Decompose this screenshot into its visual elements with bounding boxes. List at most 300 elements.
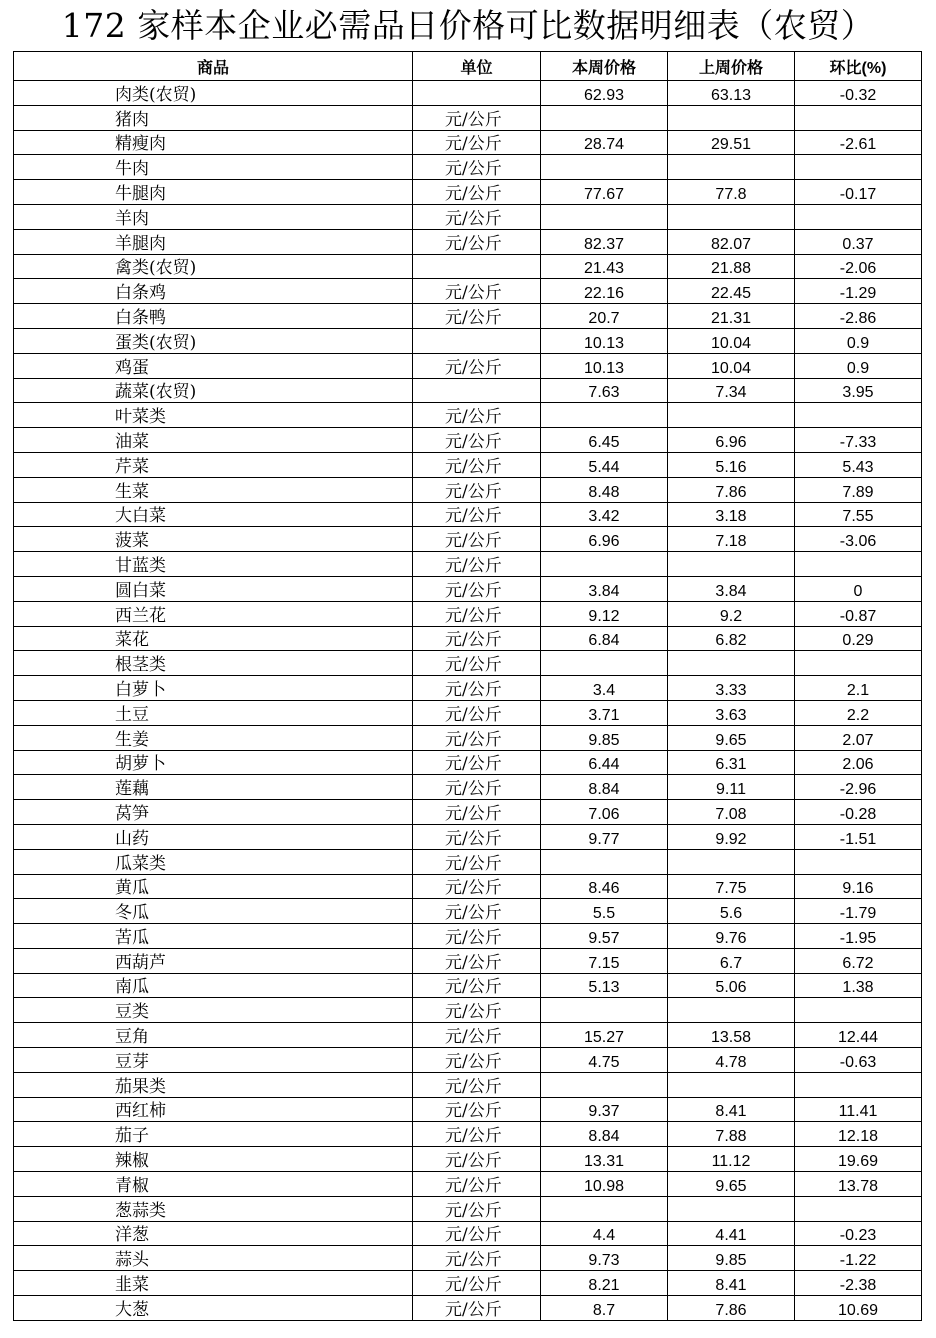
table-row (14, 378, 922, 403)
cell-current-price: 22.16 (541, 279, 668, 304)
cell-name: 韭菜 (14, 1271, 413, 1296)
cell-unit: 元/公斤 (413, 229, 541, 254)
table-row (14, 180, 922, 205)
cell-name: 青椒 (14, 1172, 413, 1197)
table-row (14, 1097, 922, 1122)
cell-unit: 元/公斤 (413, 1196, 541, 1221)
cell-current-price (541, 204, 668, 229)
cell-current-price: 10.13 (541, 328, 668, 353)
cell-name: 豆角 (14, 1023, 413, 1048)
table-row (14, 1246, 922, 1271)
cell-previous-price: 9.65 (668, 725, 795, 750)
cell-unit (413, 328, 541, 353)
cell-unit: 元/公斤 (413, 700, 541, 725)
cell-name: 鸡蛋 (14, 353, 413, 378)
cell-previous-price: 5.6 (668, 899, 795, 924)
cell-unit: 元/公斤 (413, 1048, 541, 1073)
cell-name: 牛腿肉 (14, 180, 413, 205)
cell-unit: 元/公斤 (413, 775, 541, 800)
cell-current-price: 6.45 (541, 428, 668, 453)
cell-change-percent: -0.17 (795, 180, 922, 205)
table-row (14, 576, 922, 601)
cell-previous-price: 82.07 (668, 229, 795, 254)
table-row (14, 452, 922, 477)
cell-change-percent: 12.18 (795, 1122, 922, 1147)
cell-name: 辣椒 (14, 1147, 413, 1172)
cell-name: 根茎类 (14, 651, 413, 676)
cell-unit: 元/公斤 (413, 105, 541, 130)
cell-change-percent: 10.69 (795, 1296, 922, 1321)
cell-previous-price: 6.96 (668, 428, 795, 453)
cell-unit: 元/公斤 (413, 279, 541, 304)
cell-name: 肉类(农贸) (14, 81, 413, 106)
table-row (14, 725, 922, 750)
cell-previous-price (668, 204, 795, 229)
cell-current-price (541, 651, 668, 676)
cell-current-price: 6.84 (541, 626, 668, 651)
cell-name: 牛肉 (14, 155, 413, 180)
cell-name: 豆类 (14, 998, 413, 1023)
cell-name: 南瓜 (14, 973, 413, 998)
cell-unit: 元/公斤 (413, 750, 541, 775)
cell-change-percent: -3.06 (795, 527, 922, 552)
cell-change-percent (795, 155, 922, 180)
cell-name: 西兰花 (14, 601, 413, 626)
cell-previous-price: 6.82 (668, 626, 795, 651)
cell-unit: 元/公斤 (413, 180, 541, 205)
cell-unit: 元/公斤 (413, 601, 541, 626)
table-row (14, 1122, 922, 1147)
cell-current-price (541, 155, 668, 180)
table-row (14, 403, 922, 428)
cell-name: 甘蓝类 (14, 552, 413, 577)
cell-current-price: 7.06 (541, 800, 668, 825)
cell-change-percent (795, 204, 922, 229)
cell-name: 蔬菜(农贸) (14, 378, 413, 403)
cell-change-percent: -0.87 (795, 601, 922, 626)
cell-change-percent: -1.51 (795, 824, 922, 849)
cell-name: 冬瓜 (14, 899, 413, 924)
table-row (14, 81, 922, 106)
cell-unit: 元/公斤 (413, 304, 541, 329)
cell-name: 西红柿 (14, 1097, 413, 1122)
cell-change-percent: 2.07 (795, 725, 922, 750)
cell-name: 山药 (14, 824, 413, 849)
cell-change-percent: 0.9 (795, 353, 922, 378)
cell-previous-price: 22.45 (668, 279, 795, 304)
cell-unit: 元/公斤 (413, 998, 541, 1023)
table-row (14, 328, 922, 353)
cell-unit: 元/公斤 (413, 948, 541, 973)
cell-name: 猪肉 (14, 105, 413, 130)
cell-change-percent: -0.32 (795, 81, 922, 106)
cell-current-price (541, 849, 668, 874)
cell-current-price: 9.12 (541, 601, 668, 626)
cell-change-percent: 2.1 (795, 676, 922, 701)
cell-change-percent (795, 651, 922, 676)
cell-current-price: 8.48 (541, 477, 668, 502)
cell-unit: 元/公斤 (413, 973, 541, 998)
cell-previous-price: 77.8 (668, 180, 795, 205)
cell-previous-price: 7.18 (668, 527, 795, 552)
cell-previous-price: 10.04 (668, 353, 795, 378)
cell-change-percent: 7.89 (795, 477, 922, 502)
cell-change-percent: -2.96 (795, 775, 922, 800)
cell-current-price: 8.84 (541, 1122, 668, 1147)
cell-unit: 元/公斤 (413, 924, 541, 949)
table-row (14, 824, 922, 849)
cell-previous-price: 9.92 (668, 824, 795, 849)
cell-previous-price: 7.75 (668, 874, 795, 899)
table-row (14, 775, 922, 800)
cell-current-price: 8.21 (541, 1271, 668, 1296)
header-change-percent: 环比(%) (795, 52, 922, 81)
cell-current-price: 62.93 (541, 81, 668, 106)
cell-name: 茄子 (14, 1122, 413, 1147)
cell-unit: 元/公斤 (413, 676, 541, 701)
cell-unit: 元/公斤 (413, 626, 541, 651)
cell-unit: 元/公斤 (413, 1072, 541, 1097)
table-row (14, 155, 922, 180)
cell-name: 大白菜 (14, 502, 413, 527)
cell-previous-price (668, 403, 795, 428)
cell-name: 油菜 (14, 428, 413, 453)
table-row (14, 849, 922, 874)
cell-current-price: 82.37 (541, 229, 668, 254)
header-previous-price: 上周价格 (668, 52, 795, 81)
cell-current-price: 9.73 (541, 1246, 668, 1271)
cell-change-percent: 6.72 (795, 948, 922, 973)
cell-change-percent: 13.78 (795, 1172, 922, 1197)
cell-name: 白萝卜 (14, 676, 413, 701)
cell-change-percent: 12.44 (795, 1023, 922, 1048)
cell-previous-price: 6.31 (668, 750, 795, 775)
cell-unit: 元/公斤 (413, 477, 541, 502)
cell-current-price: 20.7 (541, 304, 668, 329)
cell-change-percent: 0.37 (795, 229, 922, 254)
cell-unit: 元/公斤 (413, 1271, 541, 1296)
cell-change-percent: 3.95 (795, 378, 922, 403)
cell-unit: 元/公斤 (413, 824, 541, 849)
cell-change-percent: -1.29 (795, 279, 922, 304)
cell-current-price: 9.57 (541, 924, 668, 949)
cell-current-price (541, 552, 668, 577)
table-row (14, 552, 922, 577)
table-row (14, 800, 922, 825)
cell-name: 黄瓜 (14, 874, 413, 899)
cell-unit: 元/公斤 (413, 849, 541, 874)
cell-change-percent: -0.28 (795, 800, 922, 825)
cell-current-price: 77.67 (541, 180, 668, 205)
cell-previous-price: 7.88 (668, 1122, 795, 1147)
cell-change-percent: -2.61 (795, 130, 922, 155)
cell-name: 羊肉 (14, 204, 413, 229)
cell-name: 茄果类 (14, 1072, 413, 1097)
cell-current-price: 7.63 (541, 378, 668, 403)
cell-unit (413, 254, 541, 279)
cell-name: 瓜菜类 (14, 849, 413, 874)
cell-change-percent (795, 998, 922, 1023)
cell-unit: 元/公斤 (413, 1296, 541, 1321)
header-name: 商品 (14, 52, 413, 81)
cell-change-percent: 2.06 (795, 750, 922, 775)
cell-current-price: 3.42 (541, 502, 668, 527)
cell-name: 精瘦肉 (14, 130, 413, 155)
table-row (14, 601, 922, 626)
cell-change-percent (795, 1196, 922, 1221)
table-row (14, 130, 922, 155)
cell-previous-price: 7.86 (668, 477, 795, 502)
price-table (13, 51, 922, 1321)
cell-unit: 元/公斤 (413, 874, 541, 899)
cell-change-percent: -2.86 (795, 304, 922, 329)
cell-unit: 元/公斤 (413, 130, 541, 155)
cell-change-percent (795, 403, 922, 428)
cell-name: 豆芽 (14, 1048, 413, 1073)
table-row (14, 924, 922, 949)
cell-previous-price: 9.85 (668, 1246, 795, 1271)
cell-current-price: 9.77 (541, 824, 668, 849)
cell-previous-price: 3.33 (668, 676, 795, 701)
cell-previous-price: 21.31 (668, 304, 795, 329)
cell-name: 蒜头 (14, 1246, 413, 1271)
cell-current-price: 8.84 (541, 775, 668, 800)
cell-change-percent: -1.95 (795, 924, 922, 949)
cell-previous-price (668, 1196, 795, 1221)
cell-current-price: 3.84 (541, 576, 668, 601)
cell-unit: 元/公斤 (413, 155, 541, 180)
table-row (14, 1271, 922, 1296)
table-row (14, 304, 922, 329)
cell-change-percent: 0 (795, 576, 922, 601)
cell-current-price (541, 1072, 668, 1097)
cell-name: 苦瓜 (14, 924, 413, 949)
cell-name: 生姜 (14, 725, 413, 750)
cell-change-percent: -1.22 (795, 1246, 922, 1271)
table-row (14, 899, 922, 924)
table-row (14, 204, 922, 229)
page-title: 172 家样本企业必需品日价格可比数据明细表（农贸） (61, 6, 875, 45)
cell-previous-price (668, 998, 795, 1023)
table-row (14, 626, 922, 651)
cell-name: 胡萝卜 (14, 750, 413, 775)
cell-unit: 元/公斤 (413, 204, 541, 229)
cell-previous-price: 5.06 (668, 973, 795, 998)
cell-name: 圆白菜 (14, 576, 413, 601)
cell-current-price: 3.71 (541, 700, 668, 725)
cell-previous-price: 4.41 (668, 1221, 795, 1246)
cell-name: 羊腿肉 (14, 229, 413, 254)
table-row (14, 750, 922, 775)
table-row (14, 1221, 922, 1246)
cell-change-percent: 19.69 (795, 1147, 922, 1172)
cell-name: 葱蒜类 (14, 1196, 413, 1221)
table-row (14, 1023, 922, 1048)
cell-name: 莲藕 (14, 775, 413, 800)
table-row (14, 998, 922, 1023)
cell-previous-price: 5.16 (668, 452, 795, 477)
table-row (14, 874, 922, 899)
cell-current-price: 10.13 (541, 353, 668, 378)
cell-change-percent (795, 105, 922, 130)
cell-previous-price: 10.04 (668, 328, 795, 353)
cell-previous-price: 8.41 (668, 1271, 795, 1296)
cell-change-percent: -0.63 (795, 1048, 922, 1073)
header-row (14, 52, 922, 81)
cell-previous-price: 9.11 (668, 775, 795, 800)
cell-previous-price (668, 1072, 795, 1097)
cell-unit: 元/公斤 (413, 1172, 541, 1197)
cell-previous-price: 7.86 (668, 1296, 795, 1321)
cell-unit: 元/公斤 (413, 1147, 541, 1172)
cell-unit: 元/公斤 (413, 1023, 541, 1048)
cell-unit: 元/公斤 (413, 1097, 541, 1122)
cell-change-percent: -0.23 (795, 1221, 922, 1246)
header-current-price: 本周价格 (541, 52, 668, 81)
cell-change-percent (795, 1072, 922, 1097)
cell-name: 西葫芦 (14, 948, 413, 973)
cell-unit: 元/公斤 (413, 552, 541, 577)
cell-name: 土豆 (14, 700, 413, 725)
cell-change-percent: 11.41 (795, 1097, 922, 1122)
table-row (14, 229, 922, 254)
cell-name: 芹菜 (14, 452, 413, 477)
cell-unit: 元/公斤 (413, 353, 541, 378)
cell-change-percent: 9.16 (795, 874, 922, 899)
cell-name: 菠菜 (14, 527, 413, 552)
cell-current-price: 28.74 (541, 130, 668, 155)
cell-current-price: 9.85 (541, 725, 668, 750)
table-row (14, 527, 922, 552)
table-row (14, 1296, 922, 1321)
cell-change-percent: 5.43 (795, 452, 922, 477)
cell-current-price: 8.46 (541, 874, 668, 899)
cell-change-percent (795, 849, 922, 874)
cell-change-percent: -7.33 (795, 428, 922, 453)
cell-name: 洋葱 (14, 1221, 413, 1246)
cell-unit: 元/公斤 (413, 527, 541, 552)
cell-current-price: 15.27 (541, 1023, 668, 1048)
cell-current-price: 8.7 (541, 1296, 668, 1321)
cell-name: 菜花 (14, 626, 413, 651)
cell-current-price (541, 998, 668, 1023)
cell-previous-price: 4.78 (668, 1048, 795, 1073)
cell-current-price (541, 105, 668, 130)
cell-name: 白条鸭 (14, 304, 413, 329)
cell-current-price: 13.31 (541, 1147, 668, 1172)
table-row (14, 428, 922, 453)
table-row (14, 1196, 922, 1221)
cell-previous-price: 21.88 (668, 254, 795, 279)
cell-previous-price: 13.58 (668, 1023, 795, 1048)
cell-previous-price (668, 651, 795, 676)
cell-change-percent: 2.2 (795, 700, 922, 725)
cell-previous-price: 8.41 (668, 1097, 795, 1122)
table-row (14, 700, 922, 725)
cell-name: 叶菜类 (14, 403, 413, 428)
cell-previous-price: 11.12 (668, 1147, 795, 1172)
cell-previous-price: 63.13 (668, 81, 795, 106)
table-row (14, 279, 922, 304)
cell-unit: 元/公斤 (413, 899, 541, 924)
cell-current-price: 21.43 (541, 254, 668, 279)
table-row (14, 1072, 922, 1097)
cell-change-percent: 7.55 (795, 502, 922, 527)
table-row (14, 973, 922, 998)
table-row (14, 254, 922, 279)
table-row (14, 651, 922, 676)
cell-current-price: 7.15 (541, 948, 668, 973)
cell-unit: 元/公斤 (413, 1246, 541, 1271)
cell-current-price: 10.98 (541, 1172, 668, 1197)
table-row (14, 353, 922, 378)
cell-unit: 元/公斤 (413, 428, 541, 453)
table-row (14, 105, 922, 130)
table-body (14, 81, 922, 1321)
cell-previous-price: 9.76 (668, 924, 795, 949)
cell-current-price: 9.37 (541, 1097, 668, 1122)
cell-unit: 元/公斤 (413, 651, 541, 676)
cell-current-price: 5.44 (541, 452, 668, 477)
cell-unit: 元/公斤 (413, 502, 541, 527)
table-row (14, 948, 922, 973)
cell-previous-price: 29.51 (668, 130, 795, 155)
cell-unit (413, 378, 541, 403)
cell-change-percent: 1.38 (795, 973, 922, 998)
cell-name: 生菜 (14, 477, 413, 502)
cell-previous-price (668, 105, 795, 130)
cell-unit: 元/公斤 (413, 452, 541, 477)
cell-change-percent: -2.06 (795, 254, 922, 279)
cell-unit: 元/公斤 (413, 800, 541, 825)
cell-current-price (541, 1196, 668, 1221)
cell-current-price (541, 403, 668, 428)
cell-current-price: 6.44 (541, 750, 668, 775)
table-row (14, 477, 922, 502)
cell-previous-price: 3.18 (668, 502, 795, 527)
cell-unit (413, 81, 541, 106)
cell-previous-price: 9.2 (668, 601, 795, 626)
cell-change-percent (795, 552, 922, 577)
cell-change-percent: -1.79 (795, 899, 922, 924)
table-row (14, 676, 922, 701)
cell-current-price: 4.75 (541, 1048, 668, 1073)
cell-name: 白条鸡 (14, 279, 413, 304)
table-row (14, 1147, 922, 1172)
cell-previous-price (668, 849, 795, 874)
cell-previous-price: 3.63 (668, 700, 795, 725)
table-row (14, 502, 922, 527)
cell-current-price: 6.96 (541, 527, 668, 552)
cell-current-price: 5.5 (541, 899, 668, 924)
cell-previous-price (668, 552, 795, 577)
cell-change-percent: 0.29 (795, 626, 922, 651)
cell-name: 大葱 (14, 1296, 413, 1321)
cell-current-price: 5.13 (541, 973, 668, 998)
cell-name: 蛋类(农贸) (14, 328, 413, 353)
cell-previous-price: 7.34 (668, 378, 795, 403)
cell-previous-price (668, 155, 795, 180)
header-unit: 单位 (413, 52, 541, 81)
cell-current-price: 4.4 (541, 1221, 668, 1246)
cell-previous-price: 7.08 (668, 800, 795, 825)
cell-previous-price: 3.84 (668, 576, 795, 601)
cell-unit: 元/公斤 (413, 725, 541, 750)
cell-current-price: 3.4 (541, 676, 668, 701)
cell-unit: 元/公斤 (413, 403, 541, 428)
table-row (14, 1048, 922, 1073)
cell-change-percent: -2.38 (795, 1271, 922, 1296)
